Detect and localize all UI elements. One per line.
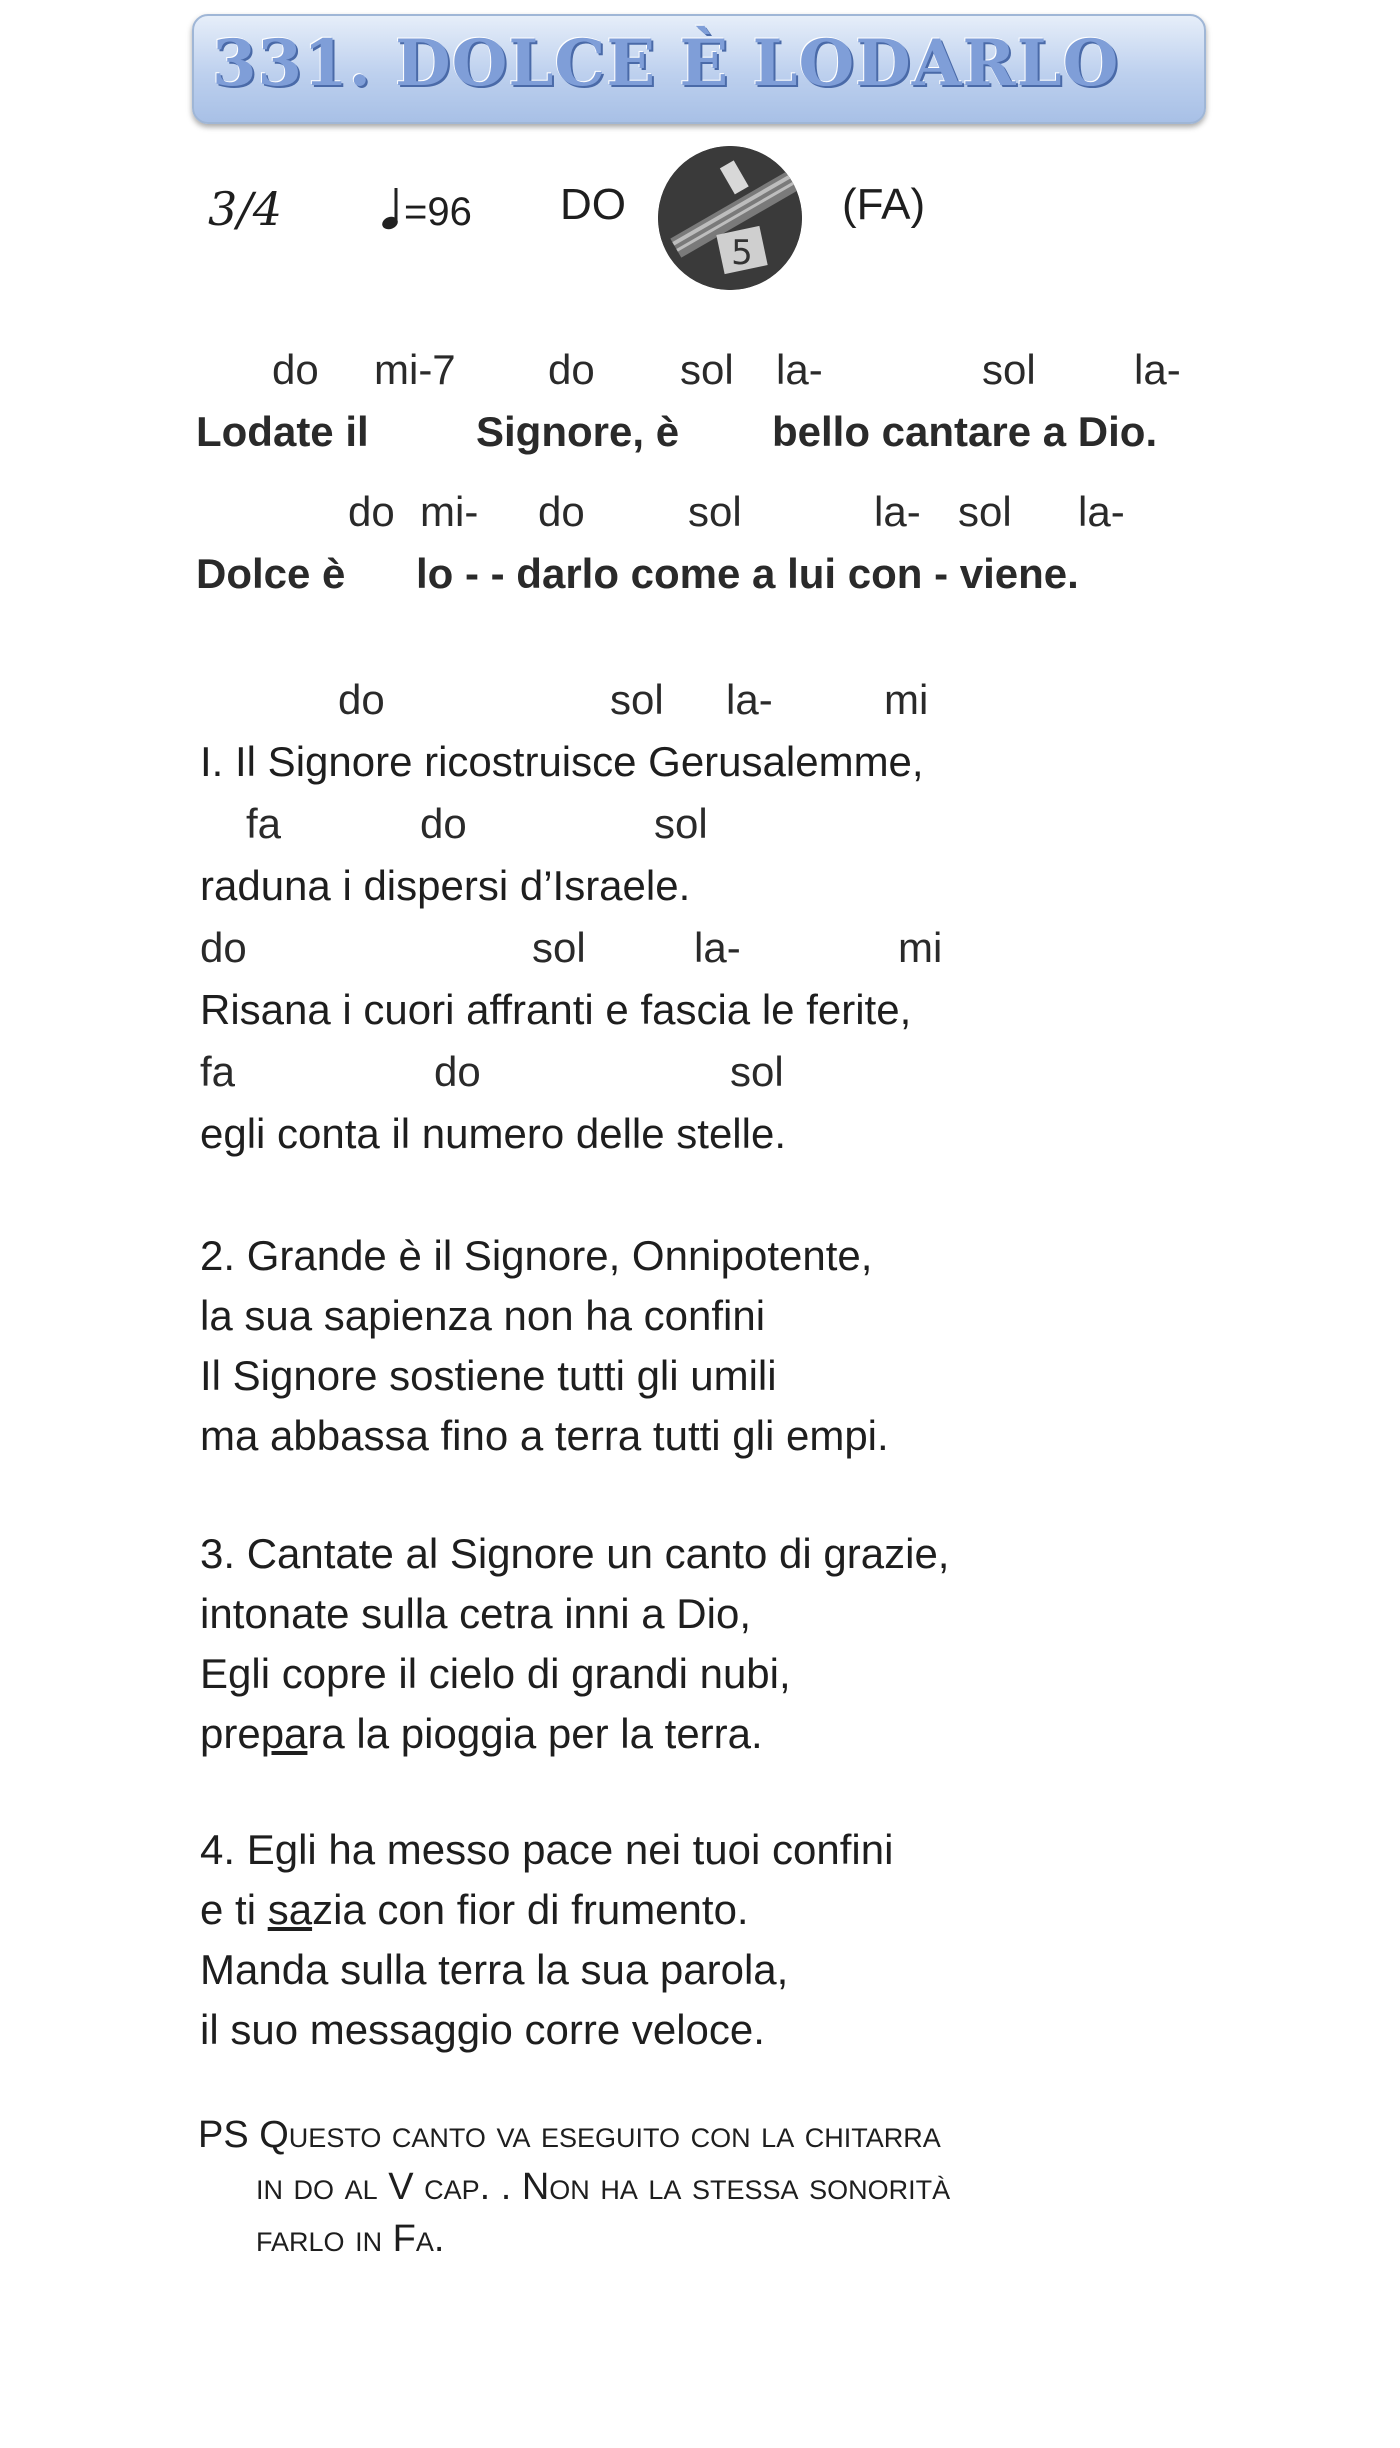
ps-note-line-3: farlo in Fa. — [256, 2218, 445, 2260]
lyric: Il Signore sostiene tutti gli umili — [200, 1352, 777, 1399]
title-banner — [192, 14, 1206, 124]
lyric: prepara la pioggia per la terra. — [200, 1710, 763, 1757]
chord: do — [338, 676, 385, 723]
chord: sol — [982, 346, 1036, 393]
chord: sol — [958, 488, 1012, 535]
verse3-line-1 — [0, 1530, 1400, 1586]
quarter-note-icon — [382, 186, 400, 230]
chord: fa — [246, 800, 282, 847]
chord: mi-7 — [374, 346, 456, 393]
chord: sol — [610, 676, 664, 723]
chord: mi — [898, 924, 943, 971]
verse3-line-2 — [0, 1590, 1400, 1646]
chord: la- — [1134, 346, 1181, 393]
verse1-chords-a — [0, 676, 1400, 732]
verse3-line-3 — [0, 1650, 1400, 1706]
verse4-line-1 — [0, 1826, 1400, 1882]
chord: do — [272, 346, 319, 393]
refrain-chords-2 — [0, 488, 1400, 544]
svg-text:5: 5 — [731, 233, 753, 273]
lyric: 3. Cantate al Signore un canto di grazie, — [200, 1530, 950, 1577]
tempo: =96 — [404, 190, 472, 234]
verse1-line-2 — [0, 862, 1400, 918]
verse1-chords-b — [0, 800, 1400, 856]
lyric: 4. Egli ha messo pace nei tuoi confini — [200, 1826, 894, 1873]
verse2-line-2 — [0, 1292, 1400, 1348]
lyric: Egli copre il cielo di grandi nubi, — [200, 1650, 791, 1697]
lyric: Manda sulla terra la sua parola, — [200, 1946, 789, 1993]
chord: do — [200, 924, 247, 971]
chord: mi- — [420, 488, 479, 535]
chord: la- — [726, 676, 773, 723]
chord: do — [538, 488, 585, 535]
lyric: Signore, è — [476, 408, 680, 455]
verse3-line-4 — [0, 1710, 1400, 1766]
verse4-line-3 — [0, 1946, 1400, 2002]
verse4-line-2 — [0, 1886, 1400, 1942]
lyric: Lodate il — [196, 408, 369, 455]
refrain-lyrics-1 — [0, 408, 1400, 464]
chord: fa — [200, 1048, 236, 1095]
chord: do — [348, 488, 395, 535]
lyric: Risana i cuori affranti e fascia le ferite, — [200, 986, 912, 1033]
lyric: e ti sazia con fior di frumento. — [200, 1886, 749, 1933]
chord: sol — [680, 346, 734, 393]
lyric: raduna i dispersi d’Israele. — [200, 862, 691, 909]
lyric: lo - - darlo come a lui con - viene. — [416, 550, 1079, 597]
chord: do — [420, 800, 467, 847]
chord: la- — [874, 488, 921, 535]
lyric: la sua sapienza non ha confini — [200, 1292, 766, 1339]
chord: la- — [776, 346, 823, 393]
verse1-chords-d — [0, 1048, 1400, 1104]
chord: do — [548, 346, 595, 393]
song-title: 331. DOLCE È LODARLO — [212, 26, 1120, 101]
verse2-line-3 — [0, 1352, 1400, 1408]
lyric: bello cantare a Dio. — [772, 408, 1158, 455]
chord: do — [434, 1048, 481, 1095]
ps-note-line-1: PS Questo canto va eseguito con la chitarra — [198, 2114, 941, 2156]
lyric: I. Il Signore ricostruisce Gerusalemme, — [200, 738, 924, 785]
verse1-line-4 — [0, 1110, 1400, 1166]
refrain-chords-1 — [0, 346, 1400, 402]
chord: la- — [1078, 488, 1125, 535]
verse2-line-1 — [0, 1232, 1400, 1288]
verse2-line-4 — [0, 1412, 1400, 1468]
refrain-lyrics-2 — [0, 550, 1400, 606]
verse1-chords-c — [0, 924, 1400, 980]
lyric: egli conta il numero delle stelle. — [200, 1110, 786, 1157]
guitar-capo-icon — [658, 146, 802, 290]
time-signature: 3/4 — [208, 182, 283, 236]
lyric: il suo messaggio corre veloce. — [200, 2006, 765, 2053]
chord: la- — [694, 924, 741, 971]
lyric: Dolce è — [196, 550, 346, 597]
chord: sol — [688, 488, 742, 535]
lyric: intonate sulla cetra inni a Dio, — [200, 1590, 751, 1637]
song-key: DO — [560, 180, 626, 229]
chord: sol — [532, 924, 586, 971]
lyric: ma abbassa fino a terra tutti gli empi. — [200, 1412, 889, 1459]
chord: sol — [730, 1048, 784, 1095]
chord: sol — [654, 800, 708, 847]
alternate-key: (FA) — [842, 180, 926, 229]
verse1-line-1 — [0, 738, 1400, 794]
verse1-line-3 — [0, 986, 1400, 1042]
chord: mi — [884, 676, 929, 723]
ps-note-line-2: in do al V cap. . Non ha la stessa sonorità — [256, 2166, 951, 2208]
lyric: 2. Grande è il Signore, Onnipotente, — [200, 1232, 873, 1279]
verse4-line-4 — [0, 2006, 1400, 2062]
